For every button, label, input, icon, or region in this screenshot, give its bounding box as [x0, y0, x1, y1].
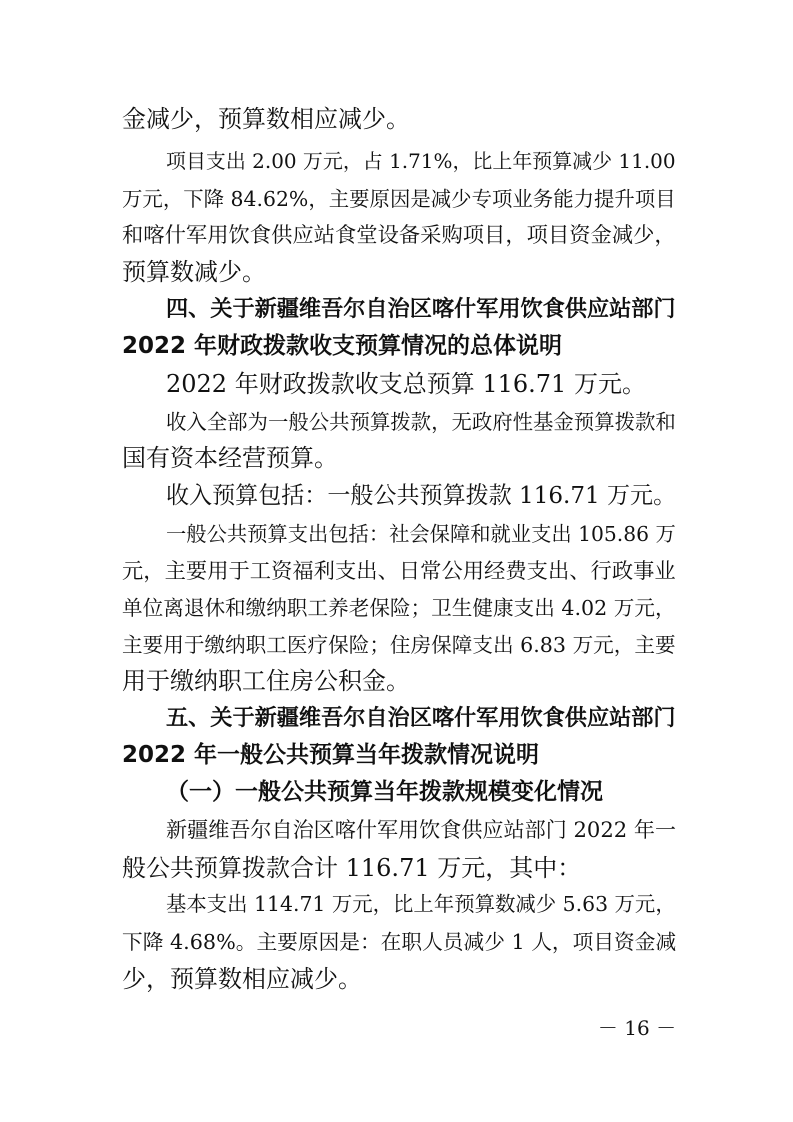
paragraph-line: 预算数减少。: [122, 258, 266, 286]
section-heading-5: 五、关于新疆维吾尔自治区喀什军用饮食供应站部门: [166, 705, 676, 731]
paragraph-line: 新疆维吾尔自治区喀什军用饮食供应站部门 2022 年一: [166, 817, 677, 842]
paragraph-line: 下降 4.68%。主要原因是：在职人员减少 1 人，项目资金减: [122, 930, 677, 954]
paragraph-line: 主要用于缴纳职工医疗保险；住房保障支出 6.83 万元，主要: [122, 633, 676, 657]
paragraph-line: 单位离退休和缴纳职工养老保险；卫生健康支出 4.02 万元，: [122, 596, 676, 620]
paragraph-line: 一般公共预算支出包括：社会保障和就业支出 105.86 万: [166, 522, 676, 546]
section-heading-4-cont: 2022 年财政拨款收支预算情况的总体说明: [122, 333, 563, 359]
paragraph-line: 万元，下降 84.62%，主要原因是减少专项业务能力提升项目: [122, 187, 676, 211]
paragraph-line: 元，主要用于工资福利支出、日常公用经费支出、行政事业: [122, 559, 676, 584]
subsection-heading: （一）一般公共预算当年拨款规模变化情况: [166, 779, 603, 805]
paragraph-line: 项目支出 2.00 万元，占 1.71%，比上年预算减少 11.00: [166, 149, 676, 173]
paragraph-line: 少，预算数相应减少。: [122, 965, 362, 993]
page-number: － 16 －: [597, 1016, 677, 1040]
paragraph-line: 和喀什军用饮食供应站食堂设备采购项目，项目资金减少，: [122, 223, 676, 248]
paragraph-line: 收入全部为一般公共预算拨款，无政府性基金预算拨款和: [166, 410, 676, 434]
paragraph-line: 用于缴纳职工住房公积金。: [122, 667, 410, 695]
paragraph-line: 金减少，预算数相应减少。: [122, 105, 410, 133]
paragraph-line: 收入预算包括：一般公共预算拨款 116.71 万元。: [166, 483, 677, 509]
section-heading-4: 四、关于新疆维吾尔自治区喀什军用饮食供应站部门: [166, 296, 676, 322]
section-heading-5-cont: 2022 年一般公共预算当年拨款情况说明: [122, 742, 540, 768]
paragraph-line: 基本支出 114.71 万元，比上年预算数减少 5.63 万元，: [166, 892, 676, 916]
paragraph-line: 国有资本经营预算。: [122, 444, 338, 472]
paragraph-line: 2022 年财政拨款收支总预算 116.71 万元。: [166, 370, 646, 398]
paragraph-line: 般公共预算拨款合计 116.71 万元，其中：: [122, 854, 582, 882]
